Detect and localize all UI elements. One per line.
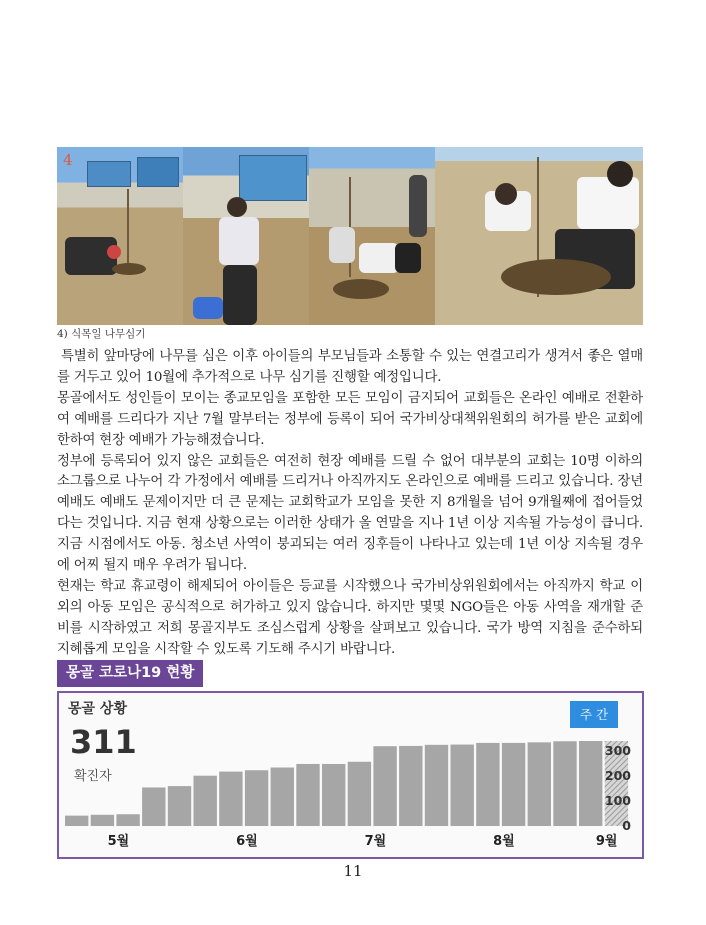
chart-bar [65,816,88,826]
photo-planting-hole [309,147,435,325]
chart-bar [322,764,345,826]
x-month-label: 5월 [107,834,130,849]
tree-planting-photos [57,147,643,325]
chart-bar [553,741,576,826]
chart-bar [528,742,551,826]
chart-bar [91,815,114,826]
x-month-label: 7월 [364,834,387,849]
photo-two-children-planting [435,147,643,325]
chart-bar [451,745,474,826]
chart-bar [219,772,242,826]
paragraph-worship-restrictions: 몽골에서도 성인들이 모이는 종교모임을 포함한 모든 모임이 금지되어 교회들은 온라인 예배로 전환하여 예배를 드리다가 지난 7월 말부터는 정부에 등록이 되어 국가비상대책위원회의 허가를 받은 교회에 한하여 현장 예배가 가능해졌습니다. [57,390,643,448]
chart-bar [399,746,422,826]
chart-bar [142,787,165,826]
paragraph-prayer-request: 현재는 학교 휴교령이 해제되어 아이들은 등교를 시작했으나 국가비상위원회에서는 아직까지 학교 이외의 아동 모임은 공식적으로 허가하고 있지 않습니다. 하지만 몇몇 NGO들은 아동 사역을 재개할 준비를 시작하였고 저희 몽골지부도 조심스럽게 상황을 살펴보고 있습니다. 국가 방역 지침을 준수하되 지혜롭게 모임을 시작할 수 있도록 기도해 주시기 바랍니다. [57,578,643,657]
photo-number: 4 [63,151,73,169]
photo-boy-standing [183,147,309,325]
page-number: 11 [343,862,363,880]
photo-child-digging [57,147,183,325]
y-tick-label: 300 [604,743,631,758]
y-tick-label: 100 [604,793,631,808]
chart-bar [425,745,448,826]
chart-bar [271,768,294,826]
chart-bar [194,776,217,826]
photo-caption: 4) 식목일 나무심기 [57,328,146,340]
chart-bar [348,762,371,826]
y-tick-label: 0 [622,818,631,833]
x-month-label: 9월 [595,834,618,849]
chart-bar [476,743,499,826]
weekly-button[interactable]: 주 간 [570,701,618,728]
paragraph-tree-planting: 특별히 앞마당에 나무를 심은 이후 아이들의 부모님들과 소통할 수 있는 연결고리가 생겨서 좋은 열매를 거두고 있어 10월에 추가적으로 나무 심기를 진행할 예정입니다. [57,349,643,385]
covid-chart-panel [57,691,644,859]
covid-bar-chart [59,693,642,857]
chart-bar [116,814,139,826]
total-cases-label: 확진자 [74,769,112,784]
chart-bar [502,743,525,826]
chart-bar [296,764,319,826]
body-text [57,347,643,661]
chart-bar [373,746,396,826]
chart-title: 몽골 상황 [68,701,127,717]
total-cases: 311 [70,723,137,761]
x-month-label: 8월 [493,834,515,849]
chart-bar [168,786,191,826]
paragraph-unregistered-churches: 정부에 등록되어 있지 않은 교회들은 여전히 현장 예배를 드릴 수 없어 대부분의 교회는 10명 이하의 소그룹으로 나누어 각 가정에서 예배를 드리거나 아직까지도 온라인으로 예배를 드리고 있습니다. 장년 예배도 예배도 문제이지만 더 큰 문제는 교회학교가 모임을 못한 지 8개월을 넘어 9개월째에 접어들었다는 것입니다. 지금 현재 상황으로는 이러한 상태가 올 연말을 지나 1년 이상 지속될 가능성이 큽니다. 지금 시점에서도 아동. 청소년 사역이 붕괴되는 여러 징후들이 나타나고 있는데 1년 이상 지속될 경우에 어찌 될지 매우 우려가 됩니다. [57,453,643,574]
chart-bar [245,770,268,826]
x-month-label: 6월 [236,834,258,849]
section-title: 몽골 코로나19 현황 [57,660,203,687]
chart-bar [579,741,602,826]
y-tick-label: 200 [604,768,631,783]
